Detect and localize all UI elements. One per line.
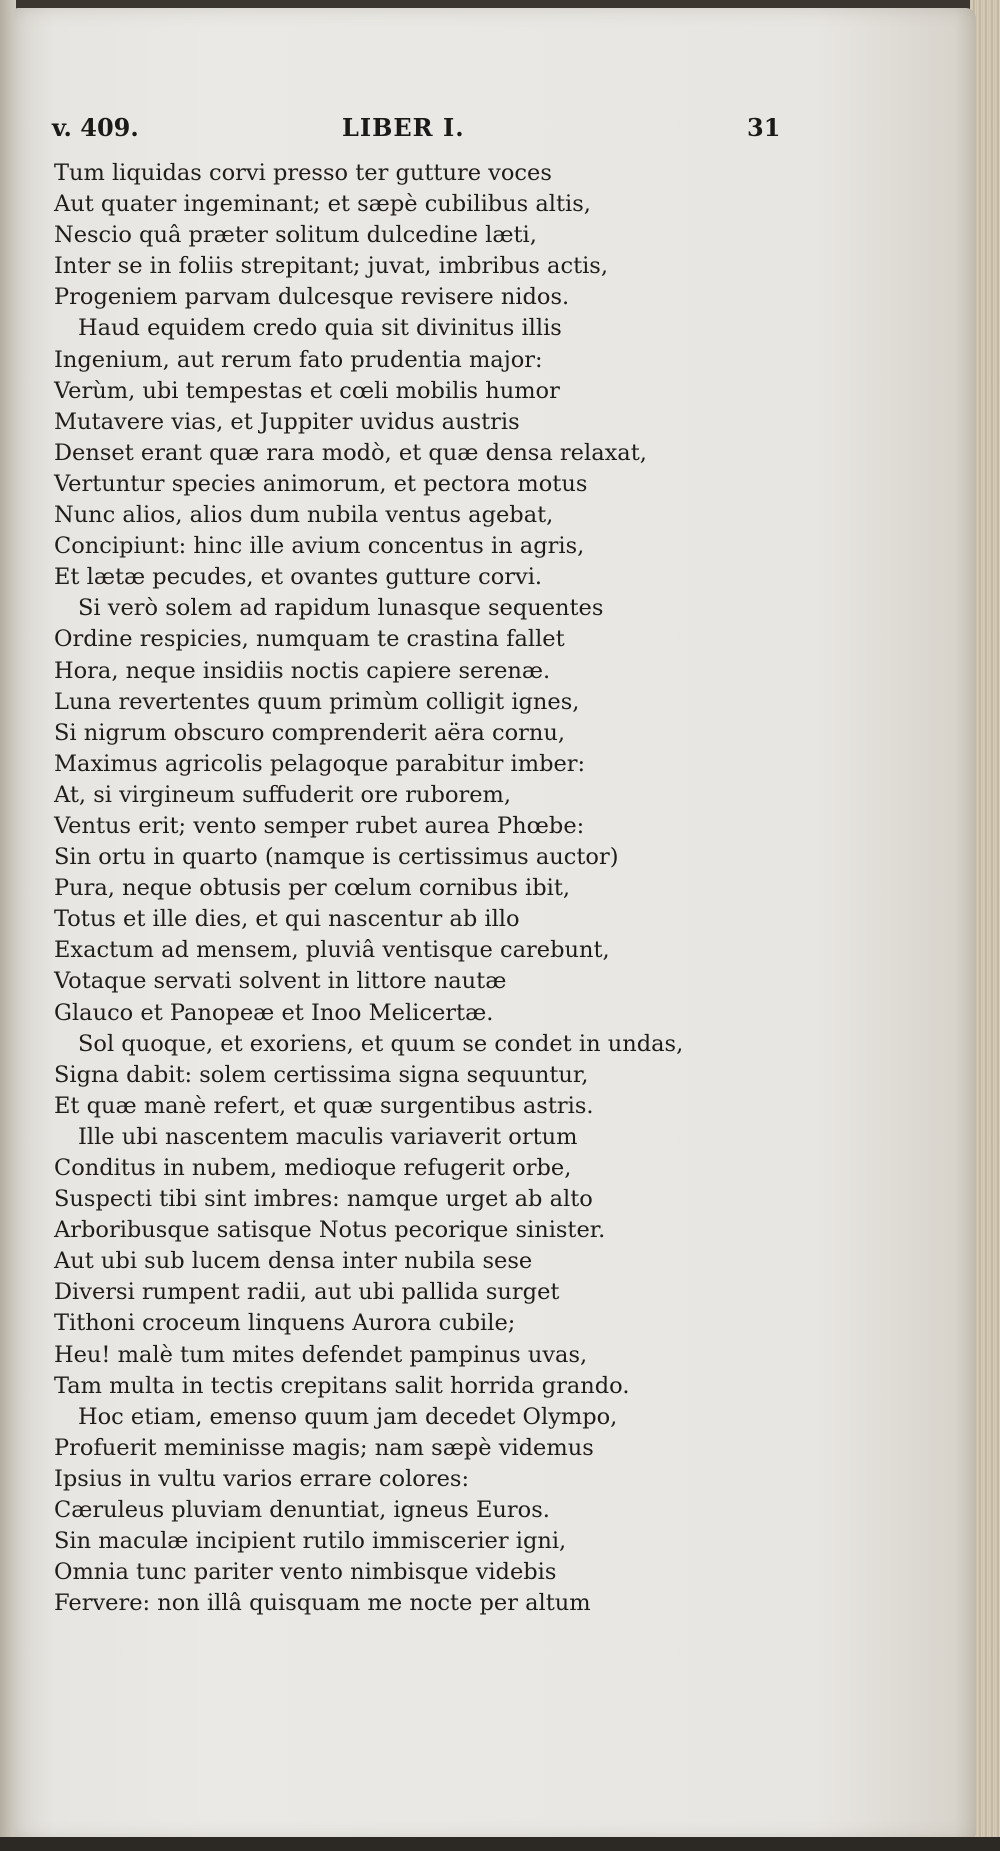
text-line: Nunc alios, alios dum nubila ventus agebat, — [54, 502, 554, 529]
text-line: Conditus in nubem, medioque refugerit orbe, — [54, 1155, 572, 1181]
text-line: Ille ubi nascentem maculis variaverit ortum — [78, 1123, 578, 1150]
text-line: Ipsius in vultu varios errare colores: — [54, 1465, 470, 1492]
text-line: Tithoni croceum linquens Aurora cubile; — [54, 1310, 516, 1337]
text-line: Cæruleus pluviam denuntiat, igneus Euros. — [54, 1497, 550, 1524]
text-line: Denset erant quæ rara modò, et quæ densa relaxat, — [54, 439, 647, 466]
text-line: Vertuntur species animorum, et pectora motus — [54, 470, 588, 497]
text-line: Hoc etiam, emenso quum jam decedet Olympo, — [78, 1403, 618, 1430]
text-line: Tam multa in tectis crepitans salit horrida grando. — [54, 1372, 630, 1399]
text-line: Omnia tunc pariter vento nimbisque videbis — [54, 1559, 557, 1586]
text-line: Si verò solem ad rapidum lunasque sequentes — [78, 595, 604, 622]
book-title: LIBER I. — [342, 113, 465, 142]
page-number: 31 — [747, 113, 781, 142]
text-line: Haud equidem credo quia sit divinitus illis — [78, 315, 562, 342]
text-line: Totus et ille dies, et qui nascentur ab illo — [54, 906, 520, 933]
text-line: Ordine respicies, numquam te crastina fallet — [54, 626, 565, 653]
text-line: Et lætæ pecudes, et ovantes gutture corvi. — [54, 564, 543, 591]
poem-text — [54, 158, 814, 1619]
text-line: Tum liquidas corvi presso ter gutture voces — [54, 160, 552, 186]
text-line: Maximus agricolis pelagoque parabitur imber: — [54, 750, 586, 777]
text-line: Nescio quâ præter solitum dulcedine læti, — [54, 222, 537, 249]
text-line: Arboribusque satisque Notus pecorique sinister. — [54, 1217, 606, 1244]
text-line: Progeniem parvam dulcesque revisere nidos. — [54, 284, 570, 311]
text-line: Suspecti tibi sint imbres: namque urget ab alto — [54, 1186, 593, 1213]
text-line: Pura, neque obtusis per cœlum cornibus ibit, — [54, 875, 571, 902]
verse-number: v. 409. — [52, 113, 139, 142]
text-line: Concipiunt: hinc ille avium concentus in agris, — [54, 533, 585, 560]
text-line: Sol quoque, et exoriens, et quum se condet in undas, — [78, 1030, 684, 1057]
text-line: Luna revertentes quum primùm colligit ignes, — [54, 688, 580, 715]
text-line: Fervere: non illâ quisquam me nocte per altum — [54, 1590, 591, 1617]
text-line: Votaque servati solvent in littore nautæ — [54, 968, 507, 995]
text-line: Sin ortu in quarto (namque is certissimus auctor) — [54, 844, 619, 871]
running-header — [52, 113, 781, 143]
text-line: Signa dabit: solem certissima signa sequuntur, — [54, 1061, 589, 1088]
text-line: Inter se in foliis strepitant; juvat, imbribus actis, — [54, 253, 609, 280]
bottom-shadow-edge — [0, 1837, 1000, 1851]
text-line: Hora, neque insidiis noctis capiere serenæ. — [54, 657, 551, 684]
text-line: Sin maculæ incipient rutilo immiscerier igni, — [54, 1528, 567, 1555]
text-line: Aut quater ingeminant; et sæpè cubilibus altis, — [54, 191, 591, 218]
text-line: Diversi rumpent radii, aut ubi pallida surget — [54, 1279, 560, 1306]
text-line: Glauco et Panopeæ et Inoo Melicertæ. — [54, 999, 494, 1026]
text-line: Et quæ manè refert, et quæ surgentibus astris. — [54, 1092, 594, 1119]
text-line: Heu! malè tum mites defendet pampinus uvas, — [54, 1341, 588, 1368]
text-line: Mutavere vias, et Juppiter uvidus austris — [54, 408, 520, 435]
text-line: Si nigrum obscuro comprenderit aëra cornu, — [54, 719, 566, 746]
text-line: Profuerit meminisse magis; nam sæpè videmus — [54, 1434, 594, 1461]
book-page — [14, 8, 976, 1840]
text-line: Verùm, ubi tempestas et cœli mobilis humor — [54, 377, 560, 404]
text-line: Aut ubi sub lucem densa inter nubila sese — [54, 1248, 533, 1275]
text-line: Ingenium, aut rerum fato prudentia major: — [54, 346, 543, 373]
text-line: At, si virgineum suffuderit ore ruborem, — [54, 781, 512, 808]
text-line: Exactum ad mensem, pluviâ ventisque carebunt, — [54, 937, 610, 964]
text-line: Ventus erit; vento semper rubet aurea Phœbe: — [54, 812, 585, 839]
